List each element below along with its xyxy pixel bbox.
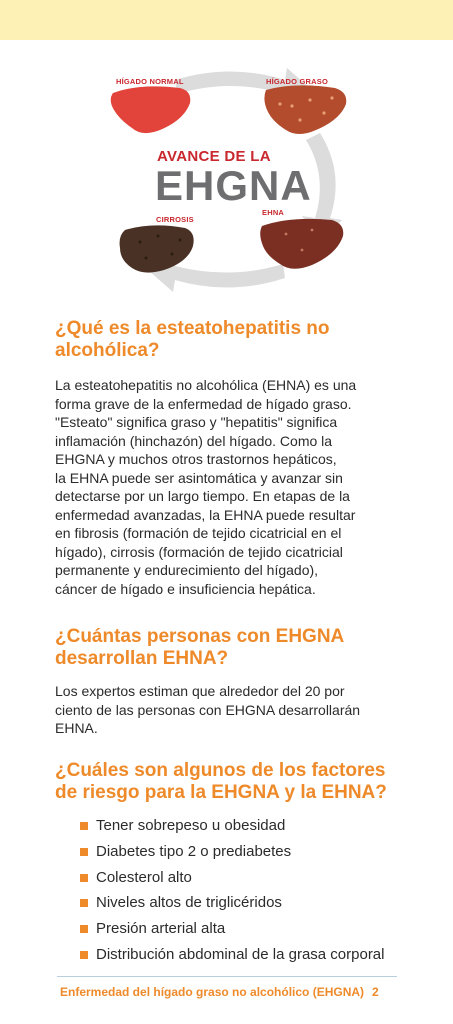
section1-line: inflamación (hinchazón) del hígado. Como la xyxy=(55,432,333,449)
footer-title: Enfermedad del hígado graso no alcohólico (EHGNA) xyxy=(60,985,365,999)
section1-line: la EHNA puede ser asintomática y avanzar sin xyxy=(55,469,343,486)
bullet-square-icon xyxy=(80,899,88,907)
diagram-title-big: EHGNA xyxy=(155,162,312,209)
section1-line: detectarse por un largo tiempo. En etapas de la xyxy=(55,488,350,504)
section2-heading xyxy=(55,626,344,670)
list-item xyxy=(80,842,410,868)
section2-line: Los expertos estiman que alrededor del 20 por xyxy=(55,683,345,699)
list-item xyxy=(80,816,410,842)
risk-item-text: Diabetes tipo 2 o prediabetes xyxy=(96,842,292,860)
section2-heading-line1: ¿Cuántas personas con EHGNA xyxy=(55,626,345,647)
normal-liver-icon xyxy=(111,86,191,133)
page-number: 2 xyxy=(372,985,379,999)
nafld-progression-diagram xyxy=(80,58,380,308)
label-normal-liver: HÍGADO NORMAL xyxy=(116,77,184,86)
section2-line: ciento de las personas con EHGNA desarrollarán xyxy=(55,701,361,718)
bullet-square-icon xyxy=(80,925,88,933)
top-color-band xyxy=(0,0,453,40)
fatty-liver-icon xyxy=(264,85,346,134)
risk-item-text: Colesterol alto xyxy=(96,868,192,886)
risk-item-text: Tener sobrepeso u obesidad xyxy=(96,817,286,834)
bullet-square-icon xyxy=(80,848,88,856)
section1-line: enfermedad avanzadas, la EHNA puede resultar xyxy=(55,506,356,523)
risk-item-text: Presión arterial alta xyxy=(96,920,226,938)
bullet-square-icon xyxy=(80,951,88,959)
section1-line: forma grave de la enfermedad de hígado graso. xyxy=(55,395,352,412)
footer-divider xyxy=(57,976,397,977)
section2-line: EHNA. xyxy=(55,720,98,736)
label-fatty-liver: HÍGADO GRASO xyxy=(266,77,328,86)
section1-line: permanente y endurecimiento del hígado), xyxy=(55,562,319,578)
section1-line: en fibrosis (formación de tejido cicatricial en el xyxy=(55,525,342,541)
section3-heading-line2: de riesgo para la EHGNA y la EHNA? xyxy=(55,782,387,803)
section1-line: EHGNA y muchos otros trastornos hepáticos, xyxy=(55,451,337,467)
label-cirrhosis: CIRROSIS xyxy=(156,215,194,224)
label-nash: EHNA xyxy=(262,208,285,217)
section1-line: "Esteato" significa graso y "hepatitis" significa xyxy=(55,414,338,430)
section2-paragraph xyxy=(55,682,400,738)
nash-liver-icon xyxy=(260,219,343,269)
section1-heading-line1: ¿Qué es la esteatohepatitis no xyxy=(55,318,330,339)
list-item xyxy=(80,945,410,971)
bullet-square-icon xyxy=(80,874,88,882)
section1-paragraph xyxy=(55,376,396,598)
section2-heading-line2: desarrollan EHNA? xyxy=(55,648,229,669)
section1-heading xyxy=(55,318,330,362)
risk-factor-list xyxy=(80,816,410,971)
section1-heading-line2: alcohólica? xyxy=(55,340,160,361)
section3-heading-line1: ¿Cuáles son algunos de los factores xyxy=(55,760,386,781)
list-item xyxy=(80,919,410,945)
bullet-square-icon xyxy=(80,822,88,830)
cirrhosis-liver-icon xyxy=(120,225,194,272)
list-item xyxy=(80,868,410,894)
diagram-title-small: AVANCE DE LA xyxy=(157,148,271,165)
section1-line: La esteatohepatitis no alcohólica (EHNA) es una xyxy=(55,377,357,393)
page-footer xyxy=(60,985,379,999)
risk-item-text: Distribución abdominal de la grasa corporal xyxy=(96,945,385,963)
list-item xyxy=(80,893,410,919)
section3-heading xyxy=(55,760,387,804)
risk-item-text: Niveles altos de triglicéridos xyxy=(96,894,282,912)
section1-line: cáncer de hígado e insuficiencia hepática. xyxy=(55,580,316,597)
section1-line: hígado), cirrosis (formación de tejido cicatricial xyxy=(55,543,343,560)
